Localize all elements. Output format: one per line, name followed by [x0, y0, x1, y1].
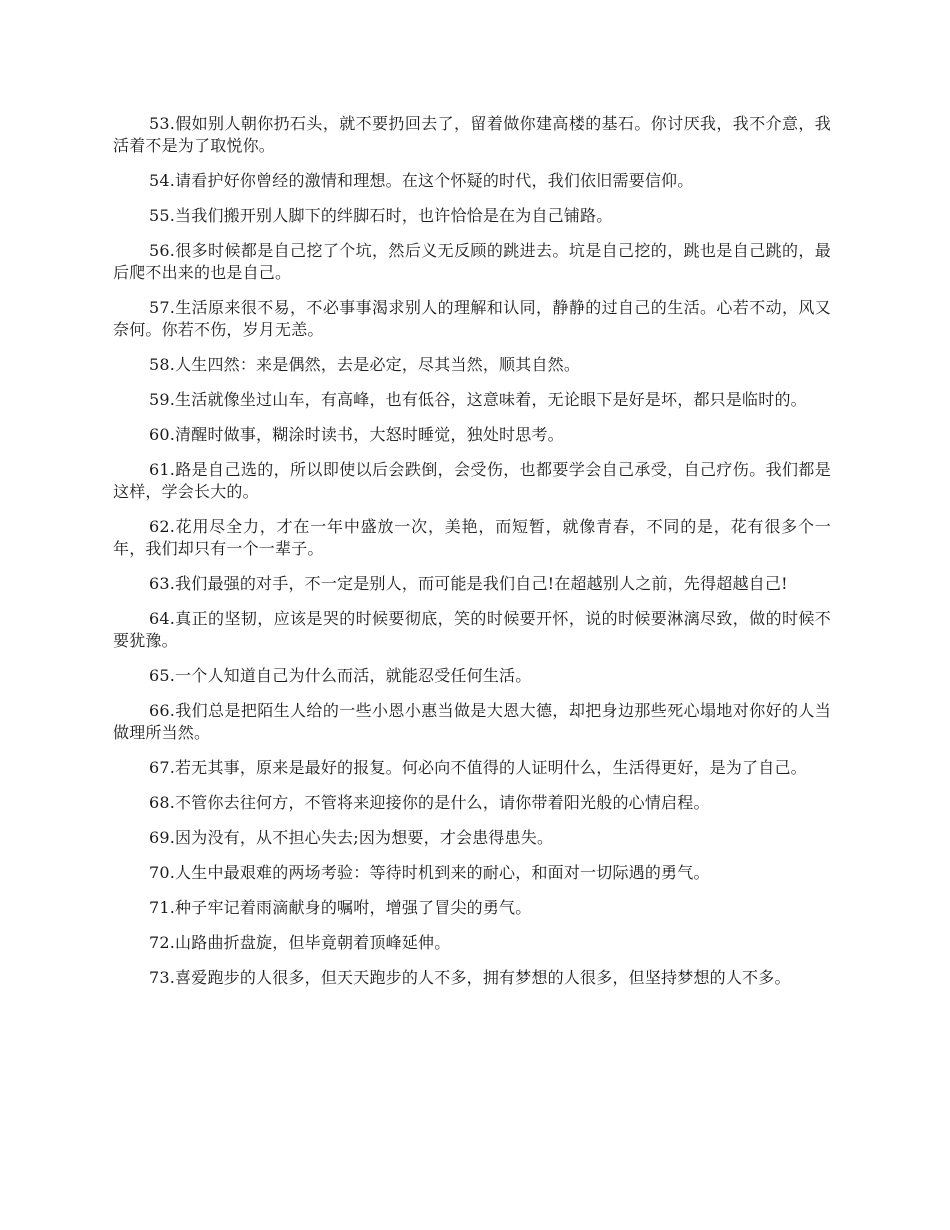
paragraph-67: 67.若无其事，原来是最好的报复。何必向不值得的人证明什么，生活得更好，是为了自己。	[149, 758, 807, 777]
paragraph-69: 69.因为没有，从不担心失去;因为想要，才会患得患失。	[149, 828, 554, 847]
paragraph-60: 60.清醒时做事，糊涂时读书，大怒时睡觉，独处时思考。	[149, 425, 564, 444]
paragraph-61: 61.路是自己选的，所以即使以后会跌倒，会受伤，也都要学会自己承受，自己疗伤。我们都是这样，学会长大的。	[113, 460, 831, 501]
paragraph-54: 54.请看护好你曾经的激情和理想。在这个怀疑的时代，我们依旧需要信仰。	[149, 171, 694, 190]
paragraph-71: 71.种子牢记着雨滴献身的嘱咐，增强了冒尖的勇气。	[149, 898, 532, 917]
paragraph-57: 57.生活原来很不易，不必事事渴求别人的理解和认同，静静的过自己的生活。心若不动，风又奈何。你若不伤，岁月无恙。	[113, 298, 831, 339]
paragraph-62: 62.花用尽全力，才在一年中盛放一次，美艳，而短暂，就像青春，不同的是，花有很多个一年，我们却只有一个一辈子。	[113, 517, 831, 558]
paragraph-59: 59.生活就像坐过山车，有高峰，也有低谷，这意味着，无论眼下是好是坏，都只是临时的。	[149, 390, 807, 409]
paragraph-56: 56.很多时候都是自己挖了个坑，然后义无反顾的跳进去。坑是自己挖的，跳也是自己跳的，最后爬不出来的也是自己。	[113, 241, 831, 282]
paragraph-73: 73.喜爱跑步的人很多，但天天跑步的人不多，拥有梦想的人很多，但坚持梦想的人不多。	[149, 968, 791, 987]
paragraph-55: 55.当我们搬开别人脚下的绊脚石时，也许恰恰是在为自己铺路。	[149, 206, 613, 225]
paragraph-64: 64.真正的坚韧，应该是哭的时候要彻底，笑的时候要开怀，说的时候要淋漓尽致，做的时候不要犹豫。	[113, 609, 831, 650]
paragraph-58: 58.人生四然：来是偶然，去是必定，尽其当然，顺其自然。	[149, 355, 581, 374]
paragraph-53: 53.假如别人朝你扔石头，就不要扔回去了，留着做你建高楼的基石。你讨厌我，我不介意，我活着不是为了取悦你。	[113, 114, 831, 155]
document-body	[113, 113, 831, 1002]
paragraph-66: 66.我们总是把陌生人给的一些小恩小惠当做是大恩大德，却把身边那些死心塌地对你好的人当做理所当然。	[113, 701, 831, 742]
paragraph-70: 70.人生中最艰难的两场考验：等待时机到来的耐心，和面对一切际遇的勇气。	[149, 863, 710, 882]
paragraph-72: 72.山路曲折盘旋，但毕竟朝着顶峰延伸。	[149, 933, 451, 952]
paragraph-63: 63.我们最强的对手，不一定是别人，而可能是我们自己!在超越别人之前，先得超越自己!	[149, 574, 788, 593]
paragraph-65: 65.一个人知道自己为什么而活，就能忍受任何生活。	[149, 666, 532, 685]
paragraph-68: 68.不管你去往何方，不管将来迎接你的是什么，请你带着阳光般的心情启程。	[149, 793, 710, 812]
